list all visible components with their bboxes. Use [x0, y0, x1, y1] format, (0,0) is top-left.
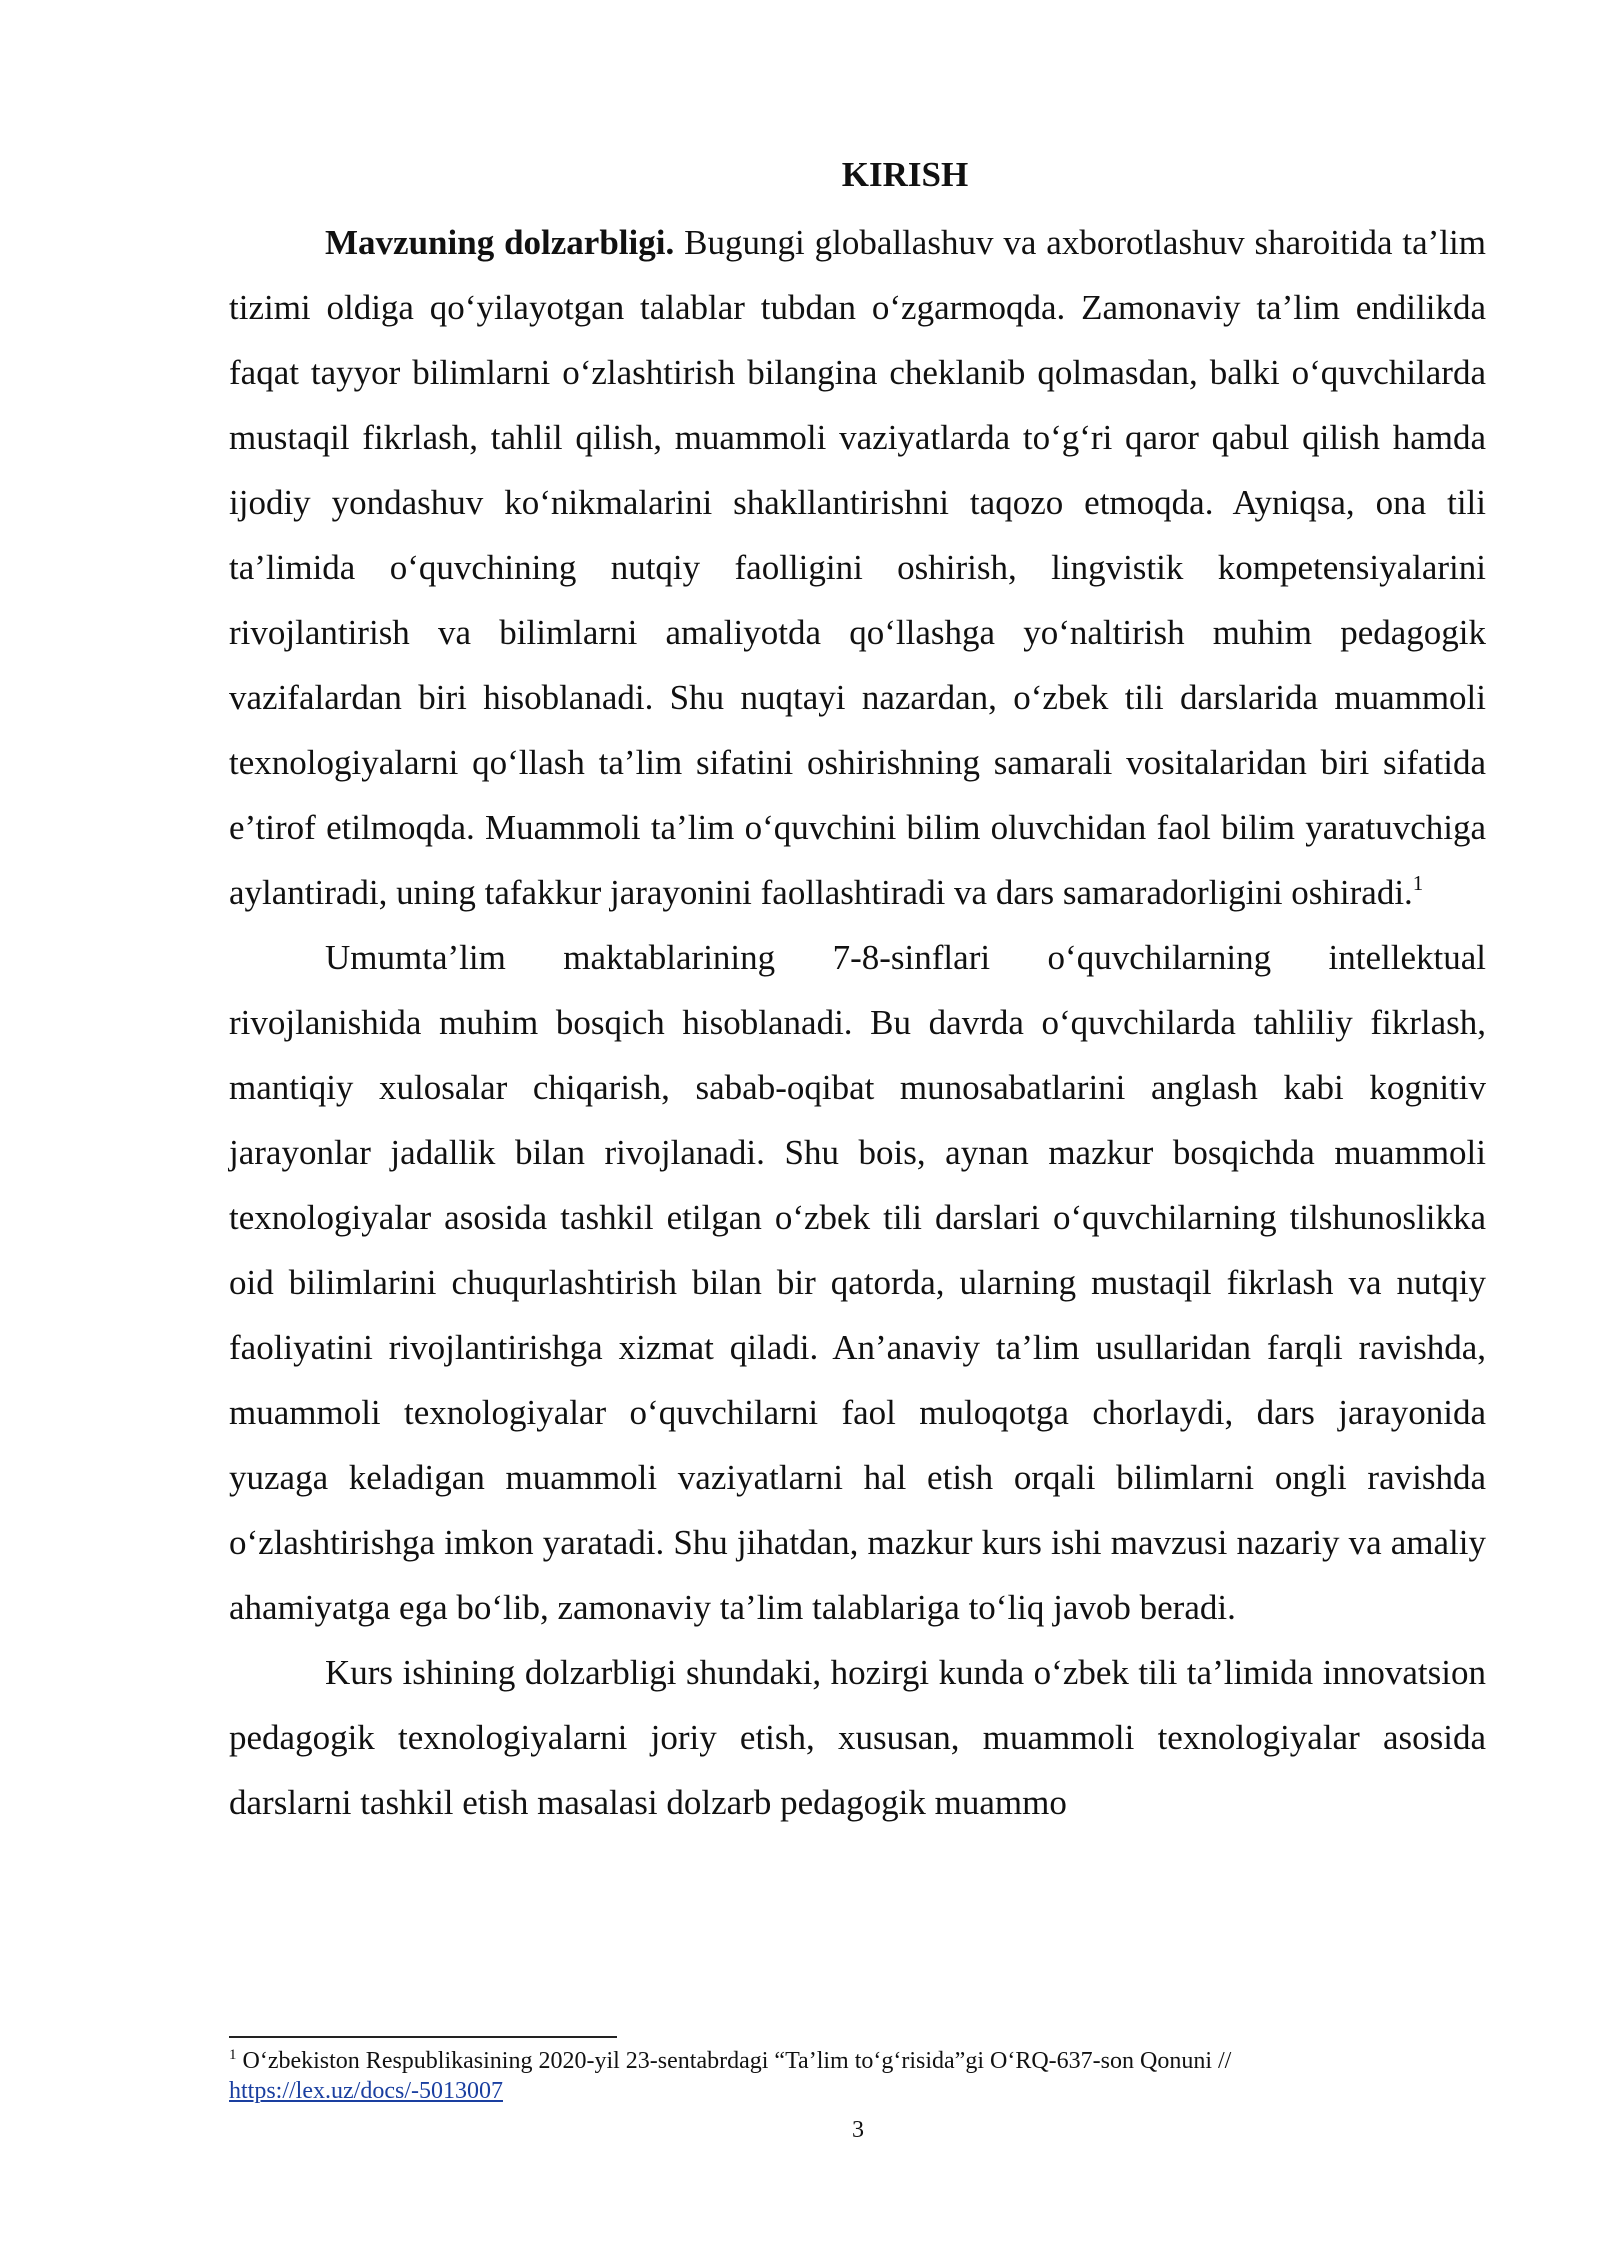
footnote-text: O‘zbekiston Respublikasining 2020-yil 23-sentabrdagi “Ta’lim to‘g‘risida”gi O‘RQ-637-son Qonuni //	[236, 2048, 1232, 2074]
paragraph-lead: Mavzuning dolzarbligi.	[325, 223, 675, 262]
body-text	[229, 210, 1486, 1835]
paragraph-text: Bugungi globallashuv va axborotlashuv sharoitida ta’lim tizimi oldiga qo‘yilayotgan talablar tubdan o‘zgarmoqda. Zamonaviy ta’lim endilikda faqat tayyor bilimlarni o‘zlashtirish bilangina cheklanib qolmasdan, balki o‘quvchilarda mustaqil fikrlash, tahlil qilish, muammoli vaziyatlarda to‘g‘ri qaror qabul qilish hamda ijodiy yondashuv ko‘nikmalarini shakllantirishni taqozo etmoqda. Ayniqsa, ona tili ta’limida o‘quvchining nutqiy faolligini oshirish, lingvistik kompetensiyalarini rivojlantirish va bilimlarni amaliyotda qo‘llashga yo‘naltirish muhim pedagogik vazifalardan biri hisoblanadi. Shu nuqtayi nazardan, o‘zbek tili darslarida muammoli texnologiyalarni qo‘llash ta’lim sifatini oshirishning samarali vositalaridan biri sifatida e’tirof etilmoqda. Muammoli ta’lim o‘quvchini bilim oluvchidan faol bilim yaratuvchiga aylantiradi, uning tafakkur jarayonini faollashtiradi va dars samaradorligini oshiradi.	[229, 223, 1486, 912]
paragraph-grades: Umumta’lim maktablarining 7-8-sinflari o‘quvchilarning intellektual rivojlanishida muhim bosqich hisoblanadi. Bu davrda o‘quvchilarda tahliliy fikrlash, mantiqiy xulosalar chiqarish, sabab-oqibat munosabatlarini anglash kabi kognitiv jarayonlar jadallik bilan rivojlanadi. Shu bois, aynan mazkur bosqichda muammoli texnologiyalar asosida tashkil etilgan o‘zbek tili darslari o‘quvchilarning tilshunoslikka oid bilimlarini chuqurlashtirish bilan bir qatorda, ularning mustaqil fikrlash va nutqiy faoliyatini rivojlantirishga xizmat qiladi. An’anaviy ta’lim usullaridan farqli ravishda, muammoli texnologiyalar o‘quvchilarni faol muloqotga chorlaydi, dars jarayonida yuzaga keladigan muammoli vaziyatlarni hal etish orqali bilimlarni ongli ravishda o‘zlashtirishga imkon yaratadi. Shu jihatdan, mazkur kurs ishi mavzusi nazariy va amaliy ahamiyatga ega bo‘lib, zamonaviy ta’lim talablariga to‘liq javob beradi.	[229, 938, 1486, 1627]
footnote-number: 1	[229, 2047, 237, 2063]
footnote-reference[interactable]: 1	[1412, 871, 1424, 895]
footnote-link[interactable]: https://lex.uz/docs/-5013007	[229, 2078, 503, 2104]
section-heading: KIRISH	[841, 155, 969, 194]
page-number: 3	[852, 2117, 864, 2143]
paragraph-course-relevance: Kurs ishining dolzarbligi shundaki, hozirgi kunda o‘zbek tili ta’limida innovatsion pedagogik texnologiyalarni joriy etish, xususan, muammoli texnologiyalar asosida darslarni tashkil etish masalasi dolzarb pedagogik muammo	[229, 1653, 1486, 1822]
footnote-separator	[229, 2036, 617, 2038]
paragraph-relevance	[229, 210, 1486, 925]
footnote	[229, 2046, 1486, 2106]
